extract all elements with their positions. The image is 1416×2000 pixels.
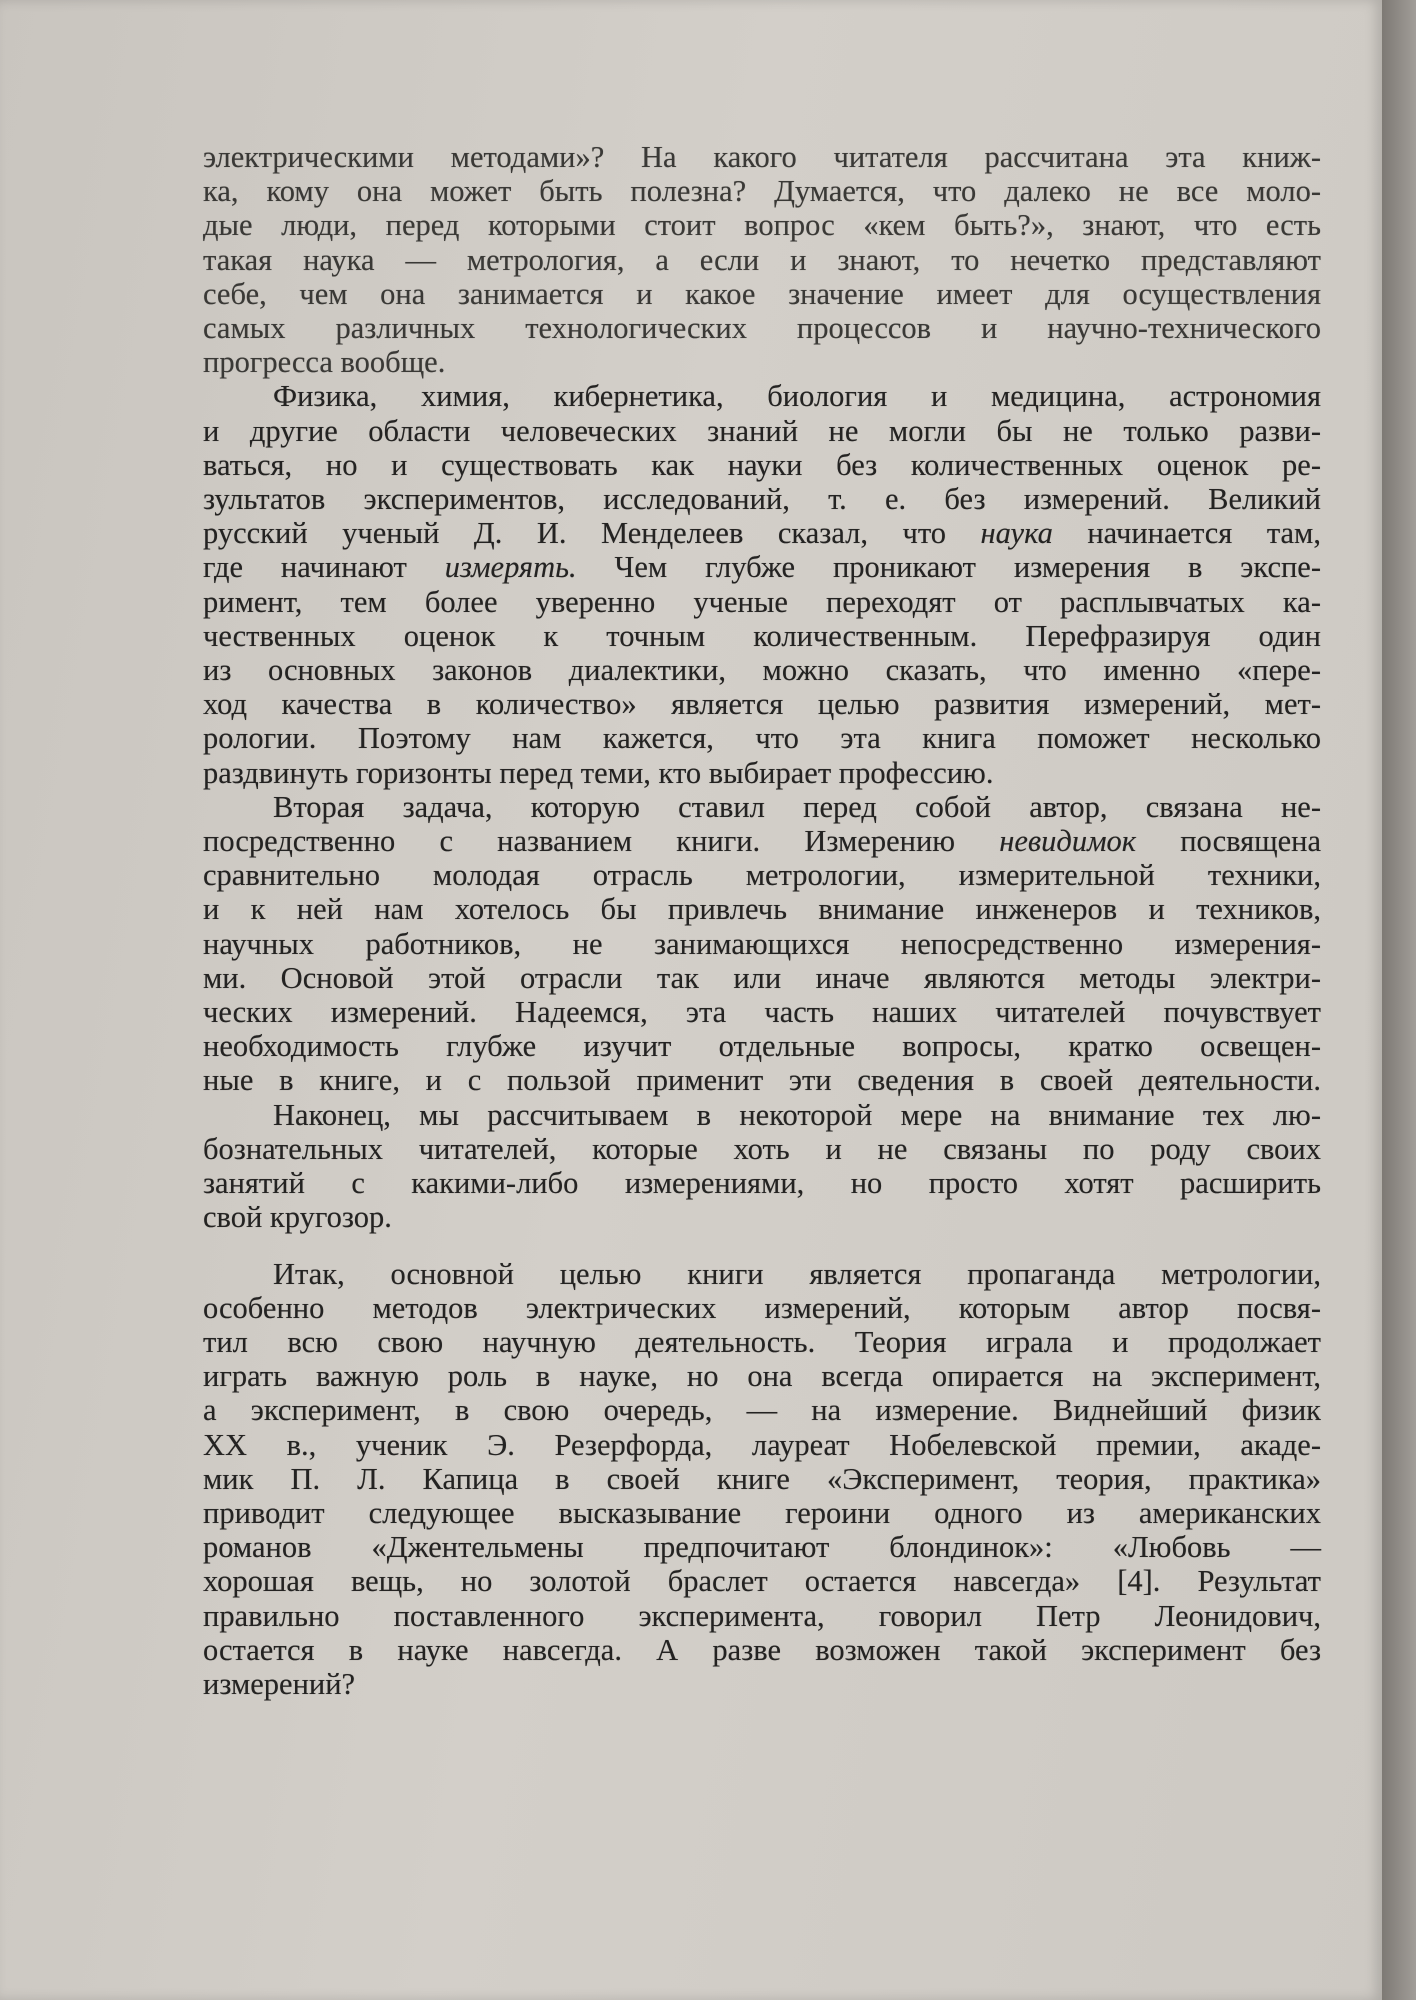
text-line: чественных оценок к точным количественным. Перефразируя один [203, 618, 1321, 653]
text-line: приводит следующее высказывание героини одного из американских [203, 1495, 1321, 1530]
body-text [203, 140, 1321, 1701]
text-line: Наконец, мы рассчитываем в некоторой мере на внимание тех лю- [273, 1097, 1321, 1132]
text-line [203, 516, 1321, 550]
text-line: научных работников, не занимающихся непосредственно измерения- [203, 926, 1321, 961]
emphasis-run: наука [980, 516, 1053, 551]
text-line: себе, чем она занимается и какое значение имеет для осуществления [203, 276, 1321, 311]
text-line: римент, тем более уверенно ученые переходят от расплывчатых ка- [203, 584, 1321, 619]
text-line [203, 550, 1321, 584]
text-line: необходимость глубже изучит отдельные вопросы, кратко освещен- [203, 1029, 1321, 1064]
text-line: свой кругозор. [203, 1200, 392, 1235]
text-line: сравнительно молодая отрасль метрологии, измерительной техники, [203, 858, 1321, 893]
emphasis-run: измерять. [444, 550, 577, 585]
text-run: посвящена [1136, 824, 1322, 859]
text-run: начинается там, [1052, 516, 1321, 551]
text-line: и другие области человеческих знаний не могли бы не только разви- [203, 413, 1321, 448]
text-line: хорошая вещь, но золотой браслет остается навсегда» [4]. Результат [203, 1564, 1321, 1599]
text-run: Чем глубже проникают измерения в экспе- [576, 550, 1321, 585]
text-line: бознательных читателей, которые хоть и не связаны по роду своих [203, 1131, 1321, 1166]
text-line: ка, кому она может быть полезна? Думается, что далеко не все моло- [203, 174, 1321, 209]
text-line: рологии. Поэтому нам кажется, что эта книга поможет несколько [203, 721, 1321, 756]
page-edge [1382, 0, 1416, 2000]
paragraph-gap [203, 1235, 1321, 1257]
text-line: прогресса вообще. [203, 345, 446, 380]
text-line: раздвинуть горизонты перед теми, кто выбирает профессию. [203, 755, 994, 790]
text-line: ми. Основой этой отрасли так или иначе являются методы электри- [203, 960, 1321, 995]
text-line: мик П. Л. Капица в своей книге «Эксперимент, теория, практика» [203, 1461, 1321, 1496]
text-run: русский ученый Д. И. Менделеев сказал, что [203, 516, 981, 551]
text-line: ные в книге, и с пользой применит эти сведения в своей деятельности. [203, 1063, 1321, 1098]
text-line: Вторая задача, которую ставил перед собой автор, связана не- [273, 789, 1321, 824]
text-line: XX в., ученик Э. Резерфорда, лауреат Нобелевской премии, акаде- [203, 1427, 1321, 1462]
text-line: ваться, но и существовать как науки без количественных оценок ре- [203, 447, 1321, 482]
text-line: романов «Джентельмены предпочитают блондинок»: «Любовь — [203, 1530, 1321, 1565]
text-line: и к ней нам хотелось бы привлечь внимание инженеров и техников, [203, 892, 1321, 927]
text-line: ход качества в количество» является целью развития измерений, мет- [203, 687, 1321, 722]
emphasis-run: невидимок [999, 824, 1137, 859]
text-run: посредственно с названием книги. Измерению [203, 824, 1000, 859]
text-line: ческих измерений. Надеемся, эта часть наших читателей почувствует [203, 995, 1321, 1030]
text-line: играть важную роль в науке, но она всегда опирается на эксперимент, [203, 1359, 1321, 1394]
text-line: из основных законов диалектики, можно сказать, что именно «пере- [203, 653, 1321, 688]
text-line: Итак, основной целью книги является пропаганда метрологии, [273, 1256, 1321, 1291]
text-line: занятий с какими-либо измерениями, но просто хотят расширить [203, 1166, 1321, 1201]
text-line: особенно методов электрических измерений, которым автор посвя- [203, 1290, 1321, 1325]
text-line: Физика, химия, кибернетика, биология и медицина, астрономия [273, 379, 1321, 414]
text-run: где начинают [203, 550, 445, 585]
text-line: правильно поставленного эксперимента, говорил Петр Леонидович, [203, 1598, 1321, 1633]
text-line: измерений? [203, 1666, 356, 1701]
text-line: зультатов экспериментов, исследований, т. е. без измерений. Великий [203, 482, 1321, 517]
text-line: дые люди, перед которыми стоит вопрос «кем быть?», знают, что есть [203, 208, 1321, 243]
text-line: такая наука — метрология, а если и знают, то нечетко представляют [203, 242, 1321, 277]
text-line: электрическими методами»? На какого читателя рассчитана эта книж- [203, 140, 1321, 174]
text-line: остается в науке навсегда. А разве возможен такой эксперимент без [203, 1632, 1321, 1667]
text-line: а эксперимент, в свою очередь, — на измерение. Виднейший физик [203, 1393, 1321, 1428]
text-line: тил всю свою научную деятельность. Теория играла и продолжает [203, 1324, 1321, 1359]
text-line [203, 824, 1321, 858]
text-line: самых различных технологических процессов и научно-технического [203, 311, 1321, 346]
